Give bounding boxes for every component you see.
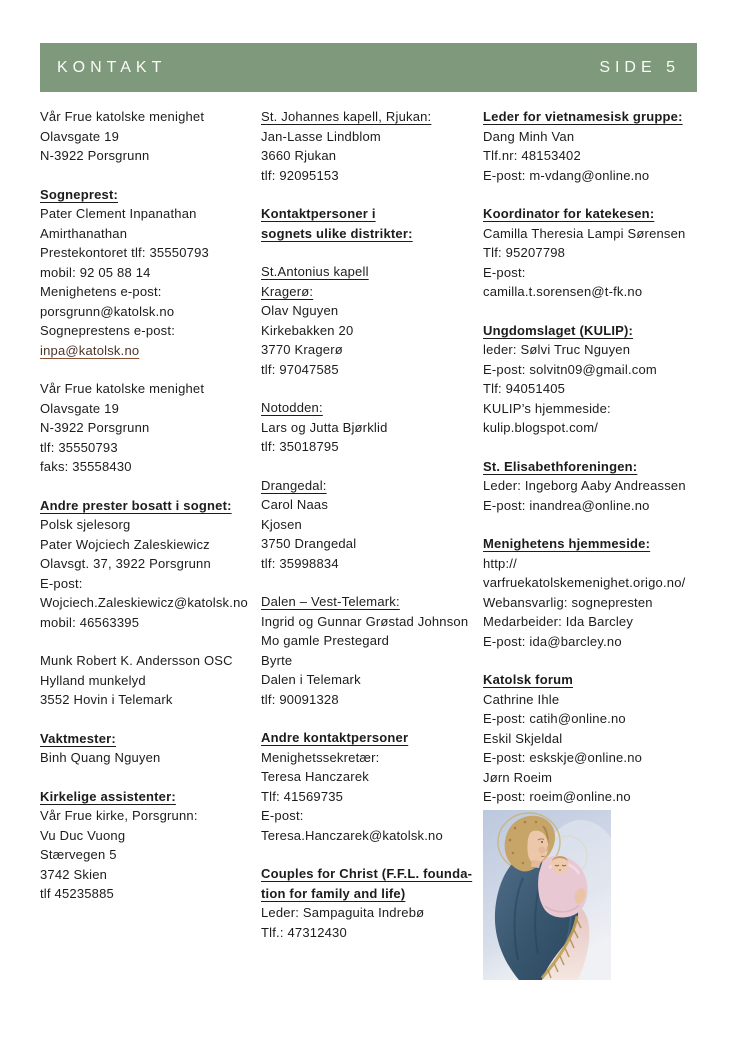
contact-line: N-3922 Porsgrunn xyxy=(40,420,150,435)
contact-line: Dang Minh Van xyxy=(483,128,575,144)
contact-line: Tlf.: 47312430 xyxy=(261,924,347,940)
section-heading: Leder for vietnamesisk gruppe: xyxy=(483,109,683,124)
contact-column-2 xyxy=(261,107,483,942)
section-heading: St. Elisabethforeningen: xyxy=(483,458,638,474)
page-header xyxy=(40,43,697,92)
contact-line: Olavsgate 19 xyxy=(40,400,120,416)
contact-line: Tlf.nr: 48153402 xyxy=(483,148,581,163)
contact-line: Jørn Roeim xyxy=(483,769,553,785)
section-heading: Ungdomslaget (KULIP): xyxy=(483,322,634,338)
contact-line: Vår Frue katolske menighet xyxy=(40,109,205,124)
contact-line: 3770 Kragerø xyxy=(261,342,343,357)
contact-line: Menighetssekretær: xyxy=(261,749,380,765)
contact-line: 3552 Hovin i Telemark xyxy=(40,692,173,707)
contact-line: mobil: 46563395 xyxy=(40,614,140,630)
section-heading: Andre kontaktpersoner xyxy=(261,730,409,745)
contact-line: Hylland munkelyd xyxy=(40,672,146,688)
section-heading: Sogneprest: xyxy=(40,186,119,202)
contact-line: Leder: Ingeborg Aaby Andreassen xyxy=(483,478,686,493)
page-title: KONTAKT xyxy=(57,58,167,76)
contact-section xyxy=(40,379,258,477)
section-heading: Kirkelige assistenter: xyxy=(40,788,176,804)
contact-line: Prestekontoret tlf: 35550793 xyxy=(40,245,209,260)
contact-line: Mo gamle Prestegard xyxy=(261,633,390,648)
contact-line: 3660 Rjukan xyxy=(261,148,337,163)
contact-line: http:// xyxy=(483,555,517,571)
madonna-image xyxy=(483,810,611,980)
contact-line: faks: 35558430 xyxy=(40,459,132,474)
contact-line: Carol Naas xyxy=(261,497,329,512)
contact-section xyxy=(261,107,483,185)
contact-line: 3750 Drangedal xyxy=(261,536,357,551)
section-heading: Drangedal: xyxy=(261,477,327,493)
contact-line: Eskil Skjeldal xyxy=(483,730,563,746)
contact-line: N-3922 Porsgrunn xyxy=(40,148,150,163)
contact-line: Dalen i Telemark xyxy=(261,672,361,687)
contact-line: leder: Sølvi Truc Nguyen xyxy=(483,342,631,357)
contact-line: Olavsgate 19 xyxy=(40,128,120,144)
contact-line: varfruekatolskemenighet.origo.no/ xyxy=(483,575,686,590)
contact-section xyxy=(261,204,483,243)
contact-section xyxy=(40,496,258,633)
contact-section xyxy=(261,592,483,709)
section-heading: Andre prester bosatt i sognet: xyxy=(40,497,232,513)
contact-line: E-post: xyxy=(40,575,83,591)
contact-section xyxy=(483,321,735,438)
contact-column-3 xyxy=(483,107,735,807)
contact-line: E-post: roeim@online.no xyxy=(483,789,631,804)
contact-line: Binh Quang Nguyen xyxy=(40,750,161,765)
contact-line: E-post: ida@barcley.no xyxy=(483,633,622,649)
contact-line: Tlf: 94051405 xyxy=(483,381,566,396)
contact-line: Sogneprestens e-post: xyxy=(40,323,176,338)
contact-line: Camilla Theresia Lampi Sørensen xyxy=(483,225,686,241)
contact-line: Pater Clement Inpanathan xyxy=(40,206,197,221)
contact-section xyxy=(483,107,735,185)
section-heading: Notodden: xyxy=(261,400,323,415)
section-heading: Kontaktpersoner i xyxy=(261,206,376,221)
contact-line: Tlf: 95207798 xyxy=(483,245,566,260)
contact-line: Wojciech.Zaleskiewicz@katolsk.no xyxy=(40,595,248,610)
section-heading: Kragerø: xyxy=(261,283,314,299)
contact-section xyxy=(261,476,483,574)
contact-line: E-post: solvitn09@gmail.com xyxy=(483,361,657,377)
section-heading: tion for family and life) xyxy=(261,885,406,901)
contact-line: KULIP’s hjemmeside: xyxy=(483,400,611,416)
email-link[interactable]: inpa@katolsk.no xyxy=(40,342,140,358)
page-number: SIDE 5 xyxy=(599,58,680,76)
contact-line: Pater Wojciech Zaleskiewicz xyxy=(40,536,210,552)
contact-line: 3742 Skien xyxy=(40,866,108,882)
contact-line: Webansvarlig: sognepresten xyxy=(483,594,653,610)
contact-section xyxy=(483,670,735,807)
contact-line: E-post: xyxy=(483,264,526,280)
contact-line: E-post: m-vdang@online.no xyxy=(483,167,650,183)
contact-line: E-post: eskskje@online.no xyxy=(483,750,643,765)
contact-line: tlf: 35018795 xyxy=(261,439,339,454)
contact-line: Menighetens e-post: xyxy=(40,284,162,299)
contact-section xyxy=(40,107,258,166)
contact-line: Jan-Lasse Lindblom xyxy=(261,128,381,144)
contact-line: Olavsgt. 37, 3922 Porsgrunn xyxy=(40,556,211,571)
section-heading: Couples for Christ (F.F.L. founda- xyxy=(261,866,473,881)
contact-line: Ingrid og Gunnar Grøstad Johnson xyxy=(261,613,469,629)
contact-section xyxy=(40,185,258,361)
contact-line: mobil: 92 05 88 14 xyxy=(40,264,151,280)
contact-line: tlf 45235885 xyxy=(40,886,114,901)
contact-line: porsgrunn@katolsk.no xyxy=(40,303,175,319)
contact-line: Teresa Hanczarek xyxy=(261,769,369,784)
contact-line: Teresa.Hanczarek@katolsk.no xyxy=(261,827,443,843)
contact-section xyxy=(483,457,735,516)
contact-line: tlf: 97047585 xyxy=(261,361,339,377)
section-heading: St. Johannes kapell, Rjukan: xyxy=(261,109,432,124)
contact-column-1 xyxy=(40,107,258,904)
contact-line: tlf: 35998834 xyxy=(261,555,339,571)
contact-line: E-post: inandrea@online.no xyxy=(483,497,650,513)
contact-line: tlf: 35550793 xyxy=(40,439,118,455)
contact-line: Polsk sjelesorg xyxy=(40,517,131,532)
contact-line: Cathrine Ihle xyxy=(483,691,560,707)
section-heading: Vaktmester: xyxy=(40,730,116,746)
contact-section xyxy=(261,398,483,457)
section-heading: Menighetens hjemmeside: xyxy=(483,536,651,551)
contact-line: tlf: 92095153 xyxy=(261,167,339,183)
section-heading: St.Antonius kapell xyxy=(261,264,369,279)
contact-line: Amirthanathan xyxy=(40,225,128,241)
contact-line: E-post: catih@online.no xyxy=(483,711,626,726)
contact-line: Stærvegen 5 xyxy=(40,847,117,862)
contact-section xyxy=(483,204,735,302)
contact-line: Leder: Sampaguita Indrebø xyxy=(261,905,425,920)
contact-section xyxy=(483,534,735,651)
contact-section xyxy=(40,729,258,768)
contact-section xyxy=(40,651,258,710)
contact-line: Medarbeider: Ida Barcley xyxy=(483,614,634,629)
contact-section xyxy=(261,728,483,845)
section-heading: Katolsk forum xyxy=(483,672,574,687)
contact-line: Vu Duc Vuong xyxy=(40,827,126,843)
contact-line: Olav Nguyen xyxy=(261,303,339,318)
contact-line: Byrte xyxy=(261,652,293,668)
contact-line: Vår Frue katolske menighet xyxy=(40,381,205,396)
contact-line: Tlf: 41569735 xyxy=(261,788,344,804)
section-heading: Koordinator for katekesen: xyxy=(483,206,655,221)
section-heading: sognets ulike distrikter: xyxy=(261,225,413,241)
contact-line: Lars og Jutta Bjørklid xyxy=(261,419,388,435)
contact-line: E-post: xyxy=(261,808,304,823)
contact-line: tlf: 90091328 xyxy=(261,691,339,707)
contact-line: kulip.blogspot.com/ xyxy=(483,420,599,435)
contact-line: camilla.t.sorensen@t-fk.no xyxy=(483,284,643,299)
contact-line: Kirkebakken 20 xyxy=(261,322,354,338)
contact-line: Munk Robert K. Andersson OSC xyxy=(40,653,233,668)
contact-section xyxy=(40,787,258,904)
contact-section xyxy=(261,262,483,379)
contact-line: Kjosen xyxy=(261,516,302,532)
contact-section xyxy=(261,864,483,942)
contact-line: Vår Frue kirke, Porsgrunn: xyxy=(40,808,198,823)
section-heading: Dalen – Vest-Telemark: xyxy=(261,594,400,609)
